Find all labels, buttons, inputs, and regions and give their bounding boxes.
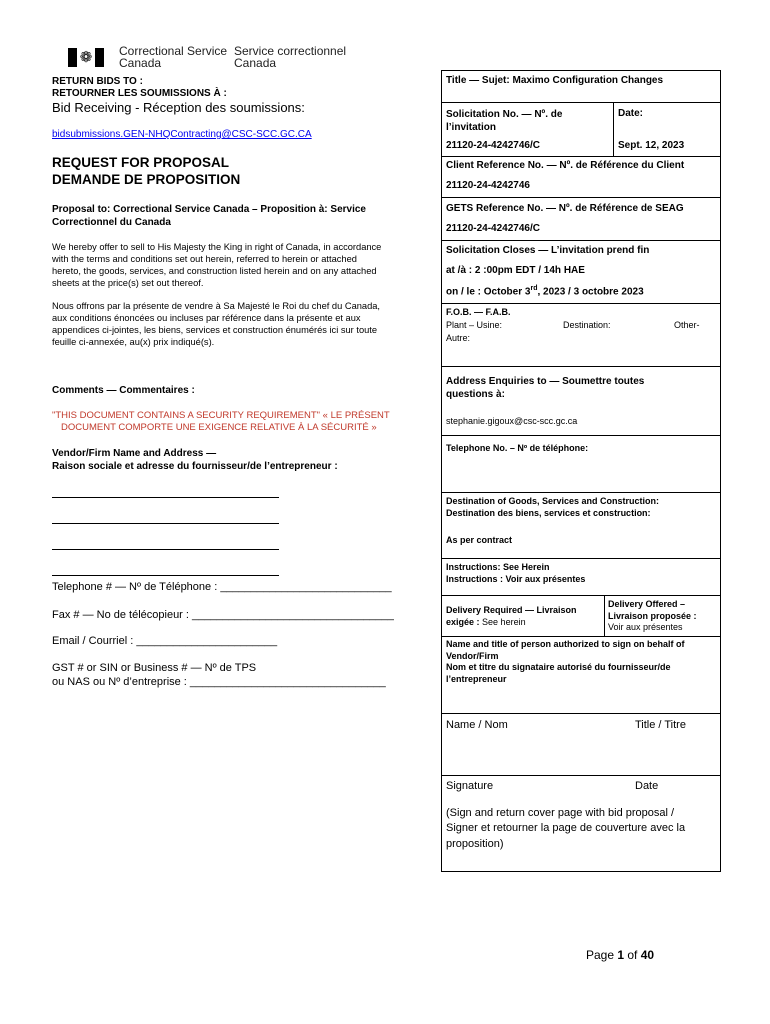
divider [441,775,721,776]
flag-bar-right [95,48,104,67]
bid-email-link[interactable]: bidsubmissions.GEN-NHQContracting@CSC-SCC.GC.CA [52,129,312,140]
closes-date: on / le : October 3rd, 2023 / 3 octobre 2023 [446,285,644,298]
vendor-line-4[interactable] [52,575,279,576]
divider [441,303,721,304]
client-ref-value: 21120-24-4242746 [446,180,530,191]
telephone-label: Telephone No. – Nº de téléphone: [446,443,589,453]
security-notice: "THIS DOCUMENT CONTAINS A SECURITY REQUIREMENT" « LE PRÉSENT DOCUMENT COMPORTE UNE EXIGENCE RELATIVE À LA SÉCURITÉ » [52,410,390,433]
divider [441,636,721,637]
destination-goods-label: Destination of Goods, Services and Construction: Destination des biens, services et construction: [446,496,660,518]
divider [441,558,721,559]
proposal-to: Proposal to: Correctional Service Canada – Proposition à: Service Correctionnel du Canada [52,204,366,228]
gets-ref-value: 21120-24-4242746/C [446,223,540,234]
closes-time: at /à : 2 :00pm EDT / 14h HAE [446,265,585,276]
destination-label: Destination: [563,320,611,330]
solicitation-number: 21120-24-4242746/C [446,140,540,151]
maple-leaf-icon: ❁ [79,49,93,66]
signature-date-field[interactable]: Date [635,780,659,792]
vendor-label: Vendor/Firm Name and Address — Raison sociale et adresse du fournisseur/de l’entrepreneur : [52,448,338,472]
flag-bar-left [68,48,77,67]
return-bids-en: RETURN BIDS TO : [52,76,143,87]
authorized-signer-label: Name and title of person authorized to sign on behalf of Vendor/Firm Nom et titre du signataire autorisé du fournisseur/de l’entrepreneur [446,639,685,685]
divider [441,713,721,714]
bid-receiving: Bid Receiving - Réception des soumissions: [52,100,305,115]
as-per-contract: As per contract [446,535,513,545]
offer-text-fr: Nous offrons par la présente de vendre à Sa Majesté le Roi du chef du Canada, aux conditions énoncées ou incluses par référence dans la présente et aux appendices ci-jointes, les biens, services et construction énumérés ici sur toute feuille ci-annexée, au(x) prix indiqué(s). [52,301,381,348]
offer-text-en: We hereby offer to sell to His Majesty the King in right of Canada, in accordance with the terms and conditions set out herein, referred to herein or attached hereto, the goods, services, and construction listed herein and on any attached sheets at the price(s) set out thereof. [52,242,382,289]
divider [441,366,721,367]
plant-label: Plant – Usine: [446,320,503,330]
divider-vertical [613,102,614,156]
page-number: Page 1 of 40 [586,948,655,962]
fob-label: F.O.B. — F.A.B. [446,307,511,317]
vendor-line-2[interactable] [52,523,279,524]
email-field[interactable]: Email / Courriel : _______________________ [52,635,278,647]
divider [441,492,721,493]
delivery-offered: Delivery Offered – Livraison proposée : Voir aux présentes [608,599,697,633]
divider [441,595,721,596]
date-value: Sept. 12, 2023 [618,140,685,151]
enquiries-label: Address Enquiries to — Soumettre toutes questions à: [446,376,645,400]
client-ref-label: Client Reference No. — Nº. de Référence du Client [446,160,685,171]
return-bids-fr: RETOURNER LES SOUMISSIONS À : [52,88,227,99]
divider [441,102,721,103]
solicitation-label: Solicitation No. — Nº. de l’invitation [446,109,563,133]
enquiries-email[interactable]: stephanie.gigoux@csc-scc.gc.ca [446,416,578,426]
date-label: Date: [618,108,644,119]
department-name-fr: Service correctionnel Canada [234,44,347,70]
signature-field[interactable]: Signature [446,780,494,792]
vendor-line-3[interactable] [52,549,279,550]
divider [441,435,721,436]
rfp-title-en: REQUEST FOR PROPOSAL [52,155,230,170]
closes-label: Solicitation Closes — L’invitation prend fin [446,245,650,256]
department-name-en: Correctional Service Canada [119,44,228,70]
gst-field[interactable]: GST # or SIN or Business # — Nº de TPS ou NAS ou Nº d’entreprise : ________________________________ [52,662,386,689]
vendor-line-1[interactable] [52,497,279,498]
instructions: Instructions: See Herein Instructions : Voir aux présentes [446,562,586,584]
telephone-field[interactable]: Telephone # — Nº de Téléphone : ____________________________ [52,581,392,593]
other-label: Other- [674,320,700,330]
divider [441,156,721,157]
title-subject: Title — Sujet: Maximo Configuration Changes [446,75,664,86]
delivery-required: Delivery Required — Livraison exigée : See herein [446,605,577,627]
title-field[interactable]: Title / Titre [635,719,686,731]
name-field[interactable]: Name / Nom [446,719,508,731]
autre-label: Autre: [446,333,471,343]
divider [441,240,721,241]
rfp-title-fr: DEMANDE DE PROPOSITION [52,172,241,187]
comments-label: Comments — Commentaires : [52,385,195,396]
canada-flag-icon [68,48,104,67]
sign-return-note: (Sign and return cover page with bid proposal / Signer et retourner la page de couverture avec la proposition) [446,807,686,850]
gets-ref-label: GETS Reference No. — Nº. de Référence de SEAG [446,203,684,214]
divider-vertical [604,595,605,636]
fax-field[interactable]: Fax # — No de télécopieur : _________________________________ [52,609,394,621]
divider [441,197,721,198]
